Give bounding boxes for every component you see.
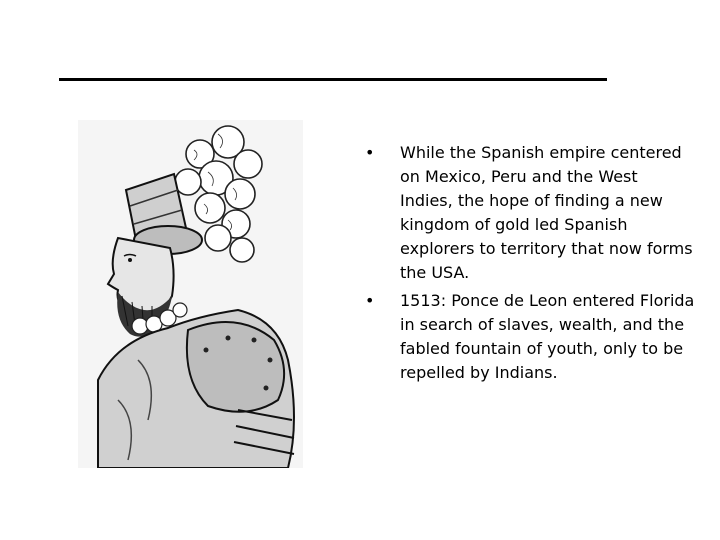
conquistador-portrait-icon bbox=[78, 120, 303, 468]
bullet-marker: • bbox=[365, 291, 375, 310]
portrait-engraving bbox=[78, 120, 303, 468]
bullet-item bbox=[365, 141, 695, 285]
bullet-text: 1513: Ponce de Leon entered Florida in search of slaves, wealth, and the fabled fountain of youth, only to be repelled by Indians. bbox=[400, 291, 695, 382]
bullet-list bbox=[365, 141, 695, 389]
bullet-text: While the Spanish empire centered on Mexico, Peru and the West Indies, the hope of finding a new kingdom of gold led Spanish explorers to territory that now forms the USA. bbox=[400, 143, 693, 282]
bullet-item bbox=[365, 289, 695, 385]
title-underline bbox=[59, 78, 607, 81]
bullet-marker: • bbox=[365, 143, 375, 162]
